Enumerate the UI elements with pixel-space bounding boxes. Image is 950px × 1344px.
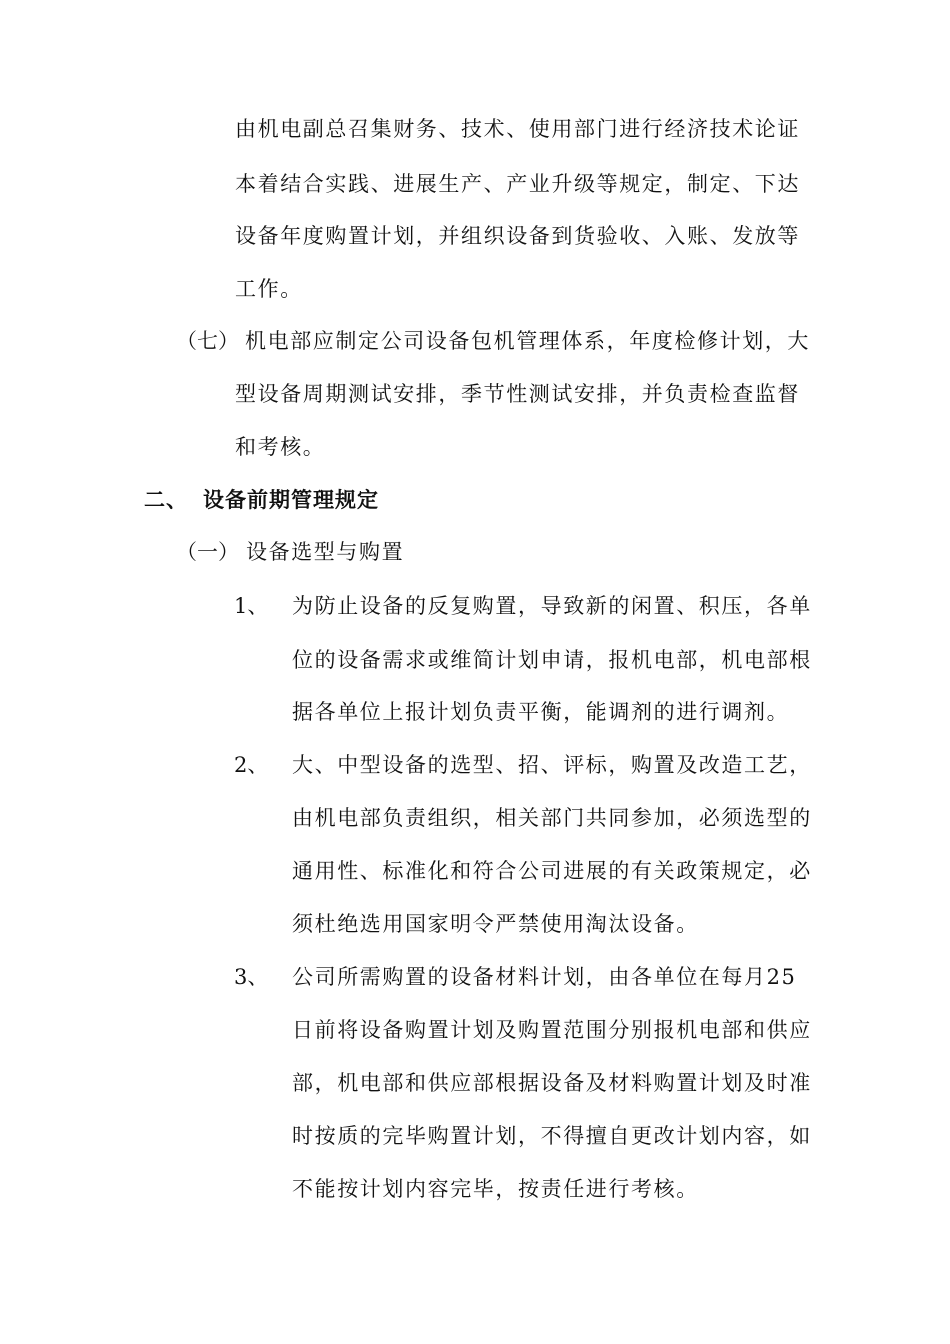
point-number: 3、 <box>234 965 269 989</box>
text-line: 公司所需购置的设备材料计划，由各单位在每月25 <box>292 965 797 989</box>
text-line: 为防止设备的反复购置，导致新的闲置、积压，各单 <box>292 594 812 618</box>
text-line: 和考核。 <box>235 435 326 459</box>
subsection-marker: （一） <box>176 540 239 564</box>
text-line: 工作。 <box>235 277 303 301</box>
text-line: 设备年度购置计划，并组织设备到货验收、入账、发放等 <box>235 224 800 248</box>
text-line: 须杜绝选用国家明令严禁使用淘汰设备。 <box>292 912 699 936</box>
item-marker: （七） <box>176 329 239 353</box>
text-line: 大、中型设备的选型、招、评标，购置及改造工艺， <box>292 753 812 777</box>
text-line: 据各单位上报计划负责平衡，能调剂的进行调剂。 <box>292 700 790 724</box>
text-line: 由机电部负责组织，相关部门共同参加，必须选型的 <box>292 806 812 830</box>
text-line: 由机电副总召集财务、技术、使用部门进行经济技术论证 <box>235 117 800 141</box>
text-line: 日前将设备购置计划及购置范围分别报机电部和供应 <box>292 1018 812 1042</box>
text-line: 通用性、标准化和符合公司进展的有关政策规定，必 <box>292 859 812 883</box>
text-line: 不能按计划内容完毕，按责任进行考核。 <box>292 1177 699 1201</box>
text-line: 时按质的完毕购置计划，不得擅自更改计划内容，如 <box>292 1124 812 1148</box>
text-line: 位的设备需求或维简计划申请，报机电部，机电部根 <box>292 648 812 672</box>
text-line: 部，机电部和供应部根据设备及材料购置计划及时准 <box>292 1071 812 1095</box>
point-number: 1、 <box>234 594 269 618</box>
text-line: 本着结合实践、进展生产、产业升级等规定，制定、下达 <box>235 172 800 196</box>
subsection-title: 设备选型与购置 <box>246 540 405 564</box>
text-line: 型设备周期测试安排，季节性测试安排，并负责检查监督 <box>235 382 800 406</box>
point-number: 2、 <box>234 753 269 777</box>
text-line: 机电部应制定公司设备包机管理体系，年度检修计划，大 <box>245 329 810 353</box>
section-number: 二、 <box>144 488 188 512</box>
section-title: 设备前期管理规定 <box>203 488 379 512</box>
